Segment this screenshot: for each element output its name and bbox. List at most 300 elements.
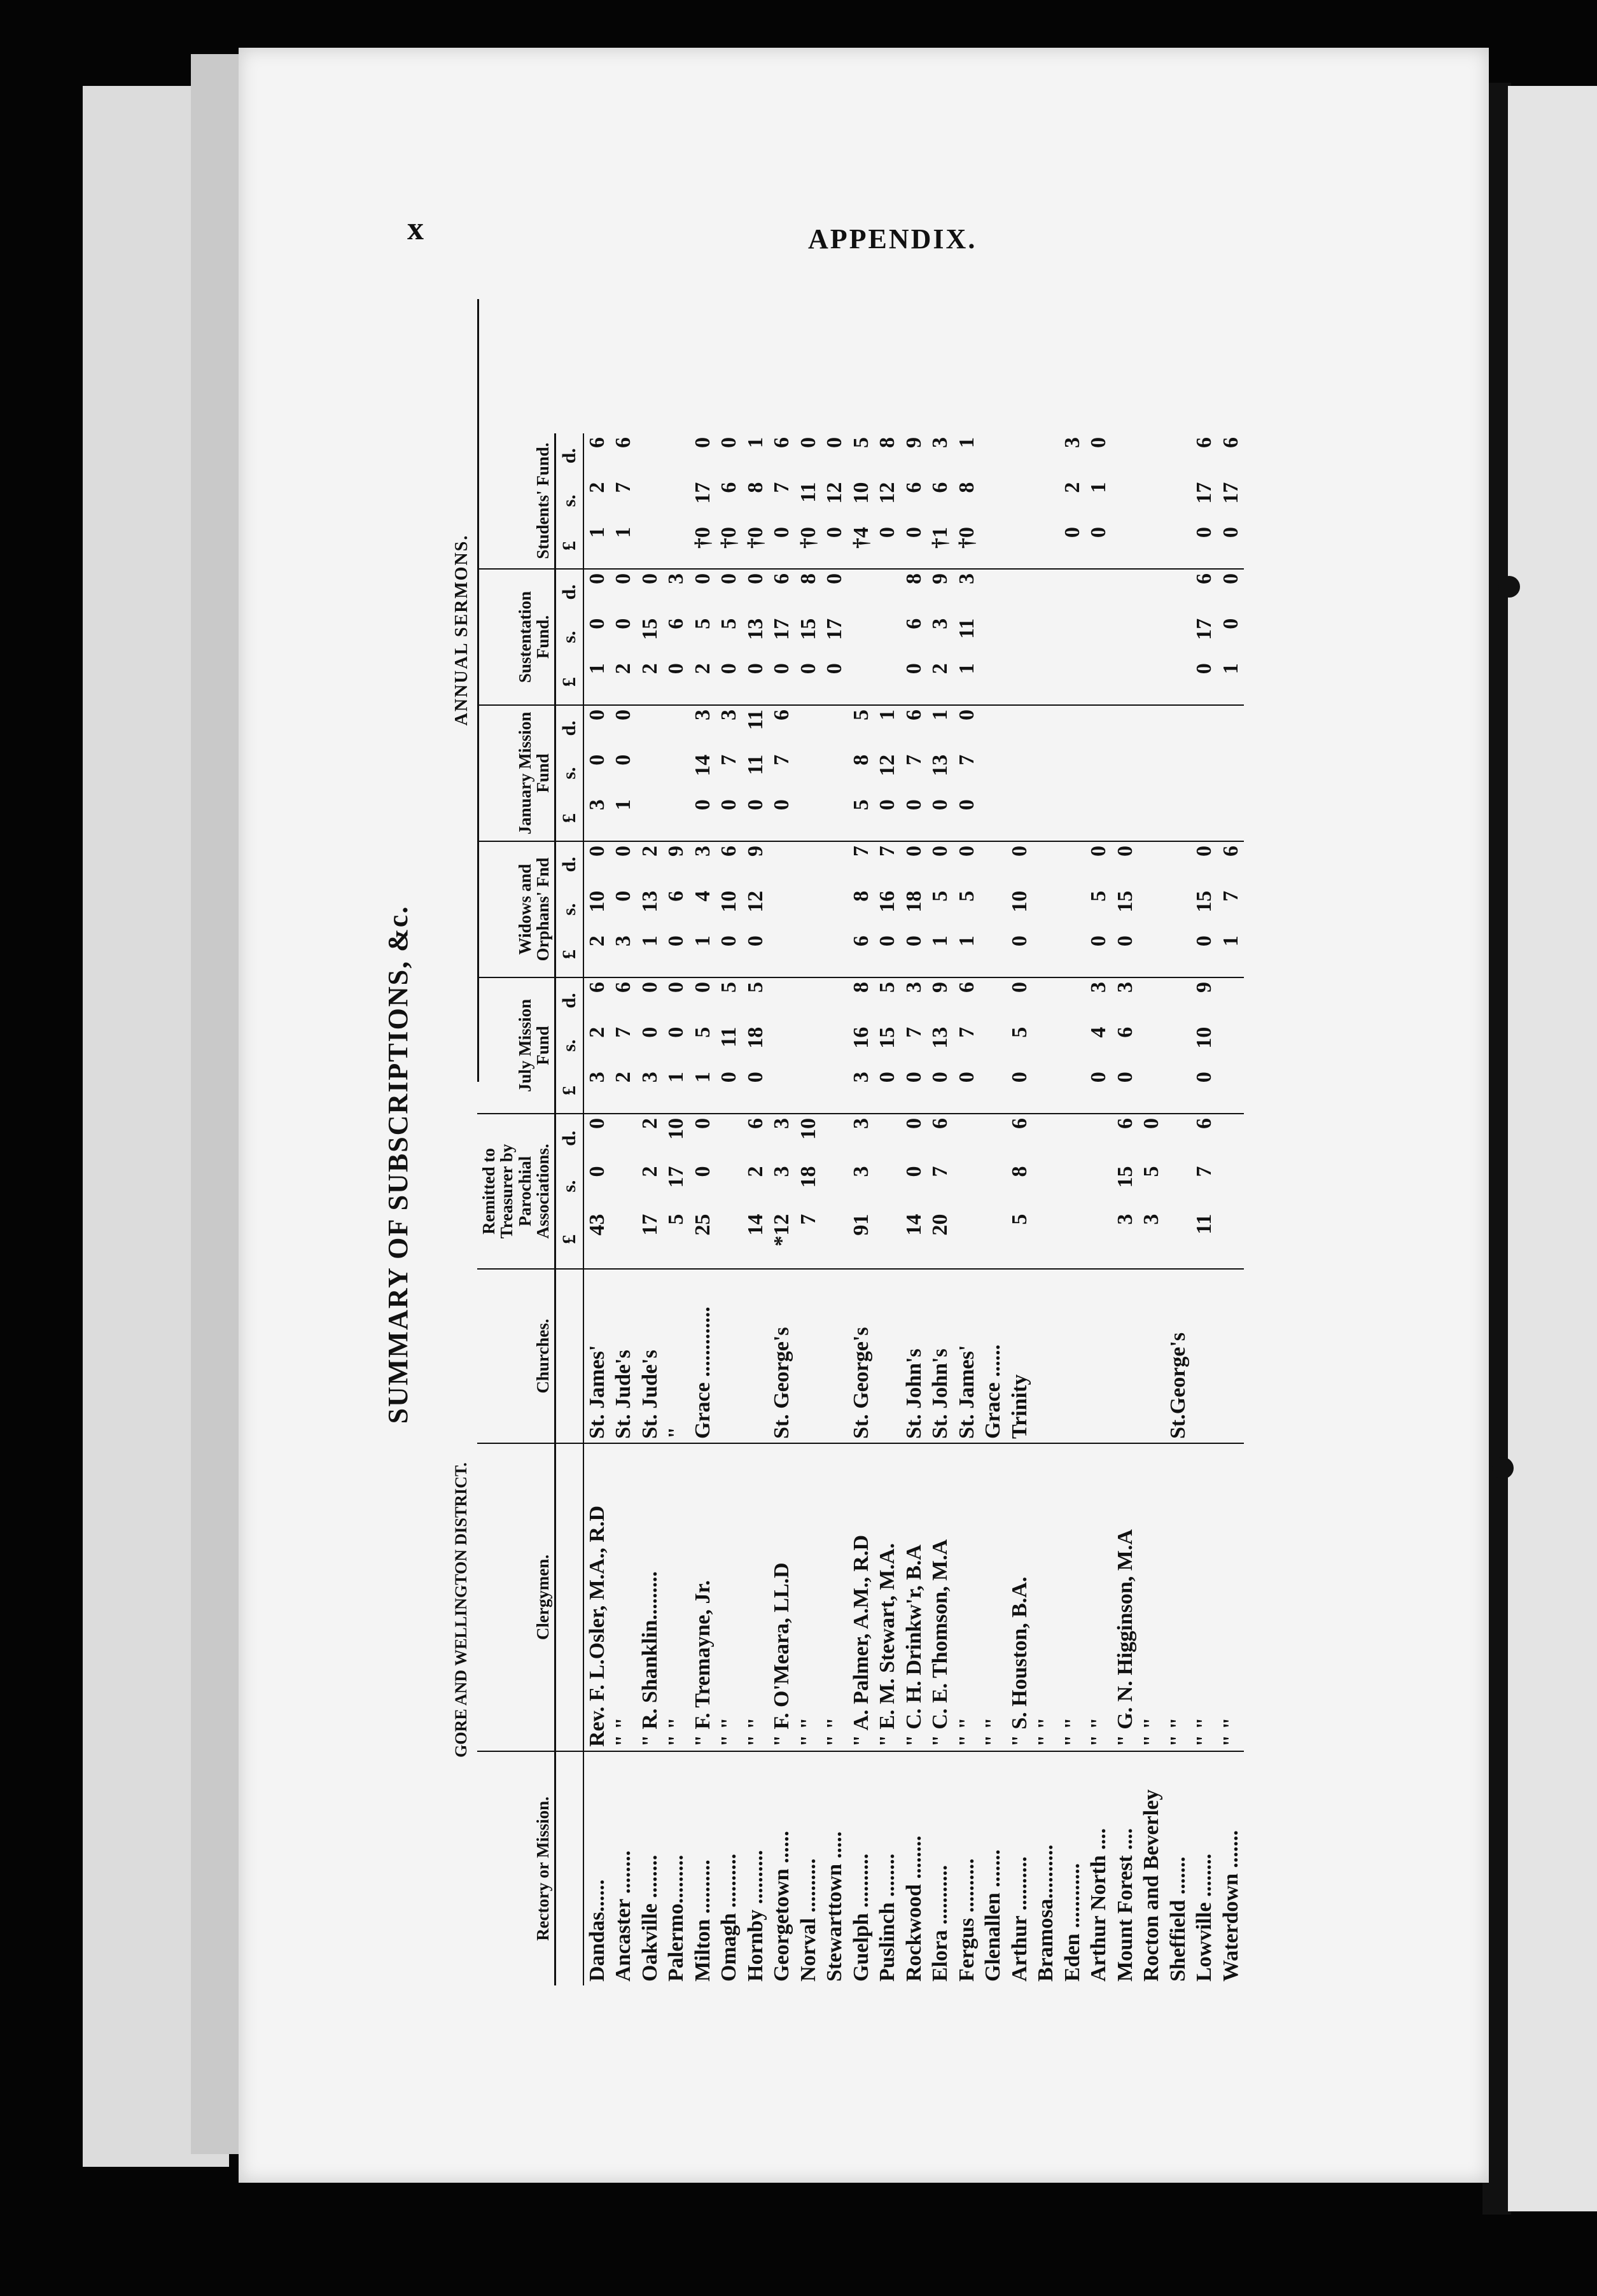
july-pence-cell: 8 xyxy=(849,982,873,993)
jan-pounds-cell: 1 xyxy=(610,795,637,841)
sust-pounds-cell: 2 xyxy=(927,659,954,705)
sust-pence-cell: 6 xyxy=(770,573,794,584)
table-row xyxy=(1112,433,1139,1985)
remit-pounds-cell: *12 xyxy=(769,1210,795,1269)
remit-pence-cell xyxy=(716,1114,743,1163)
church-cell xyxy=(1033,1269,1059,1443)
rectory-cell: Oakville ........ xyxy=(638,1854,662,1982)
widows-pence-cell xyxy=(769,841,795,887)
stud-pence-cell xyxy=(1033,433,1059,479)
widows-pounds-cell: 0 xyxy=(743,932,769,977)
clergyman-cell: " " xyxy=(1033,1443,1059,1751)
stud-shillings-cell: 1 xyxy=(1087,482,1111,493)
july-pence-cell: 5 xyxy=(717,982,741,993)
remit-pence-cell xyxy=(954,1114,980,1163)
jan-pence-cell xyxy=(1059,705,1086,751)
sust-pence-cell xyxy=(1165,569,1192,615)
july-shillings-cell: 15 xyxy=(875,1026,900,1049)
jan-shillings-cell: 7 xyxy=(954,754,979,766)
widows-pounds-cell: 1 xyxy=(1218,932,1245,977)
july-pence-cell: 5 xyxy=(875,982,900,993)
july-pence-cell: 0 xyxy=(690,982,715,993)
remit-shillings-cell xyxy=(954,1163,980,1210)
remit-pounds-cell: 14 xyxy=(743,1210,769,1269)
widows-pence-cell xyxy=(795,841,822,887)
sust-pounds-cell: 0 xyxy=(795,659,822,705)
stud-shillings-cell: 6 xyxy=(902,482,926,493)
stud-pence-cell xyxy=(1007,433,1033,479)
remit-shillings-cell: 3 xyxy=(770,1166,794,1177)
july-pounds-cell: 0 xyxy=(716,1068,743,1114)
remit-pounds-cell: 11 xyxy=(1191,1210,1218,1269)
widows-shillings-cell: 12 xyxy=(743,890,767,913)
jan-pence-cell: 0 xyxy=(611,710,636,720)
july-pence-cell: 3 xyxy=(1087,982,1111,993)
jan-shillings-cell: 12 xyxy=(875,754,900,776)
widows-pounds-cell: 0 xyxy=(1085,932,1112,977)
jan-pence-cell: 6 xyxy=(902,710,926,720)
stud-pounds-cell xyxy=(1033,523,1059,569)
remit-pounds-cell xyxy=(1218,1210,1245,1269)
remit-pence-cell xyxy=(1085,1114,1112,1163)
jan-pounds-cell: 0 xyxy=(716,795,743,841)
sust-shillings-cell: 5 xyxy=(690,618,715,629)
remit-pounds-cell xyxy=(1165,1210,1192,1269)
widows-pounds-cell xyxy=(1059,932,1086,977)
july-pounds-cell xyxy=(1138,1068,1165,1114)
widows-pounds-cell: 1 xyxy=(637,932,664,977)
stud-pence-cell xyxy=(637,433,664,479)
widows-pounds-cell xyxy=(795,932,822,977)
remit-shillings-cell xyxy=(1218,1163,1245,1210)
widows-shillings-cell: 5 xyxy=(954,890,979,902)
unit-pounds: £ xyxy=(555,795,583,841)
unit-shillings: s. xyxy=(555,887,583,932)
sust-shillings-cell: 17 xyxy=(770,618,794,640)
remit-shillings-cell: 15 xyxy=(1113,1166,1137,1188)
jan-shillings-cell xyxy=(1138,751,1165,795)
jan-pence-cell xyxy=(1085,705,1112,751)
jan-pence-cell xyxy=(1138,705,1165,751)
july-shillings-cell xyxy=(1033,1023,1059,1068)
widows-shillings-cell: 15 xyxy=(1192,890,1217,913)
clergyman-cell: " G. N. Higginson, M.A xyxy=(1112,1443,1139,1751)
remit-pounds-cell: 91 xyxy=(848,1210,875,1269)
jan-pounds-cell: 0 xyxy=(874,795,901,841)
widows-pounds-cell: 0 xyxy=(716,932,743,977)
clergyman-cell: " " xyxy=(1191,1443,1218,1751)
jan-pounds-cell xyxy=(1165,795,1192,841)
sust-shillings-cell: 17 xyxy=(823,618,847,640)
church-cell: St. Jude's xyxy=(610,1269,637,1443)
sust-pounds-cell xyxy=(874,659,901,705)
stud-shillings-cell: 10 xyxy=(849,482,873,504)
sust-shillings-cell xyxy=(1033,615,1059,659)
table-row xyxy=(583,433,611,1985)
clergyman-cell: " F. O'Meara, LL.D xyxy=(769,1443,795,1751)
jan-shillings-cell xyxy=(1191,751,1218,795)
sust-pounds-cell: 2 xyxy=(690,659,716,705)
july-pounds-cell: 3 xyxy=(848,1068,875,1114)
sust-pounds-cell xyxy=(1007,659,1033,705)
rectory-cell: Mount Forest .... xyxy=(1113,1828,1137,1982)
remit-pounds-cell xyxy=(610,1210,637,1269)
july-pounds-cell: 1 xyxy=(690,1068,716,1114)
jan-pence-cell xyxy=(1218,705,1245,751)
widows-shillings-cell: 8 xyxy=(849,890,873,902)
stud-pence-cell xyxy=(980,433,1007,479)
widows-pence-cell xyxy=(980,841,1007,887)
jan-shillings-cell: 0 xyxy=(585,754,609,766)
stud-pence-cell: 5 xyxy=(849,437,873,448)
jan-pounds-cell xyxy=(795,795,822,841)
table-row xyxy=(1191,433,1218,1985)
rectory-cell: Eden ............ xyxy=(1060,1863,1084,1982)
sust-pence-cell: 0 xyxy=(690,573,715,584)
rectory-cell: Bramosa.......... xyxy=(1034,1844,1058,1982)
july-shillings-cell xyxy=(1218,1023,1245,1068)
jan-pence-cell: 6 xyxy=(770,710,794,720)
clergyman-cell: " " xyxy=(716,1443,743,1751)
rectory-cell: Norval .......... xyxy=(796,1858,820,1982)
sust-pence-cell: 0 xyxy=(585,573,609,584)
clergyman-cell: " C. E. Thomson, M.A xyxy=(927,1443,954,1751)
sust-shillings-cell xyxy=(1007,615,1033,659)
sust-shillings-cell xyxy=(874,615,901,659)
church-cell: St.George's xyxy=(1165,1269,1192,1443)
col-rectory: Rectory or Mission. xyxy=(477,1751,555,1985)
widows-shillings-cell: 15 xyxy=(1113,890,1137,913)
widows-pounds-cell xyxy=(1138,932,1165,977)
widows-shillings-cell: 10 xyxy=(585,890,609,913)
sust-pounds-cell xyxy=(980,659,1007,705)
july-shillings-cell: 4 xyxy=(1087,1026,1111,1038)
stud-shillings-cell: 6 xyxy=(928,482,952,493)
rectory-cell: Omagh .......... xyxy=(717,1853,741,1982)
table-row xyxy=(637,433,664,1985)
july-pounds-cell: 0 xyxy=(1191,1068,1218,1114)
jan-shillings-cell xyxy=(1112,751,1139,795)
rectory-cell: Elora ........... xyxy=(928,1865,952,1982)
july-pounds-cell xyxy=(769,1068,795,1114)
clergyman-cell: " " xyxy=(980,1443,1007,1751)
church-cell: Trinity xyxy=(1007,1269,1033,1443)
church-cell: Grace ............. xyxy=(690,1269,716,1443)
table-row xyxy=(690,433,716,1985)
july-pounds-cell: 0 xyxy=(927,1068,954,1114)
church-cell xyxy=(1191,1269,1218,1443)
unit-pence: d. xyxy=(555,1114,583,1163)
remit-shillings-cell: 0 xyxy=(690,1166,715,1177)
july-pence-cell xyxy=(1218,977,1245,1023)
stud-shillings-cell: 12 xyxy=(875,482,900,504)
stud-shillings-cell: 12 xyxy=(823,482,847,504)
remit-shillings-cell xyxy=(1085,1163,1112,1210)
rectory-cell: Arthur .......... xyxy=(1007,1856,1031,1982)
jan-pence-cell xyxy=(1191,705,1218,751)
widows-shillings-cell: 10 xyxy=(1007,890,1031,913)
widows-pence-cell: 0 xyxy=(1113,846,1137,857)
table-row xyxy=(980,433,1007,1985)
stud-pounds-cell: 1 xyxy=(610,523,637,569)
unit-pence: d. xyxy=(555,977,583,1023)
stud-shillings-cell: 6 xyxy=(717,482,741,493)
rectory-cell: Stewarttown ..... xyxy=(823,1831,847,1982)
widows-pence-cell: 0 xyxy=(902,846,926,857)
remit-pence-cell xyxy=(1218,1114,1245,1163)
july-shillings-cell: 7 xyxy=(611,1026,636,1038)
stud-shillings-cell xyxy=(1165,479,1192,524)
widows-pounds-cell xyxy=(821,932,848,977)
stud-pounds-cell: 0 xyxy=(1085,523,1112,569)
page-edge-stack xyxy=(191,54,242,2154)
table-row xyxy=(874,433,901,1985)
july-pence-cell: 0 xyxy=(664,982,688,993)
widows-shillings-cell xyxy=(821,887,848,932)
july-pence-cell: 0 xyxy=(638,982,662,993)
july-shillings-cell xyxy=(795,1023,822,1068)
remit-shillings-cell: 7 xyxy=(928,1166,952,1177)
jan-pence-cell xyxy=(1007,705,1033,751)
widows-shillings-cell xyxy=(1165,887,1192,932)
july-pence-cell: 9 xyxy=(928,982,952,993)
unit-pounds: £ xyxy=(555,523,583,569)
church-cell: St. George's xyxy=(769,1269,795,1443)
jan-shillings-cell: 11 xyxy=(743,754,767,775)
jan-pence-cell xyxy=(821,705,848,751)
sust-shillings-cell xyxy=(1138,615,1165,659)
july-pence-cell xyxy=(1033,977,1059,1023)
remit-pence-cell xyxy=(980,1114,1007,1163)
jan-pence-cell: 3 xyxy=(690,710,715,720)
jan-shillings-cell xyxy=(663,751,690,795)
unit-shillings: s. xyxy=(555,1163,583,1210)
clergyman-cell: " F. Tremayne, Jr. xyxy=(690,1443,716,1751)
widows-pounds-cell: 6 xyxy=(848,932,875,977)
remit-pounds-cell: 3 xyxy=(1138,1210,1165,1269)
jan-pence-cell: 0 xyxy=(954,710,979,720)
clergyman-cell: " " xyxy=(1165,1443,1192,1751)
sust-pence-cell xyxy=(1085,569,1112,615)
sust-pounds-cell xyxy=(1059,659,1086,705)
july-pence-cell: 0 xyxy=(1007,982,1031,993)
sust-pence-cell xyxy=(1059,569,1086,615)
table-row xyxy=(716,433,743,1985)
sust-shillings-cell xyxy=(1059,615,1086,659)
july-pounds-cell: 0 xyxy=(874,1068,901,1114)
remit-pounds-cell xyxy=(1085,1210,1112,1269)
jan-pence-cell: 1 xyxy=(875,710,900,720)
july-shillings-cell: 7 xyxy=(954,1026,979,1038)
sust-shillings-cell: 17 xyxy=(1192,618,1217,640)
widows-pence-cell xyxy=(821,841,848,887)
july-pounds-cell xyxy=(980,1068,1007,1114)
remit-shillings-cell xyxy=(821,1163,848,1210)
stud-pounds-cell xyxy=(637,523,664,569)
sust-shillings-cell xyxy=(1165,615,1192,659)
remit-pounds-cell: 25 xyxy=(690,1210,716,1269)
july-pounds-cell xyxy=(1059,1068,1086,1114)
sust-pence-cell: 6 xyxy=(1192,573,1217,584)
widows-shillings-cell: 7 xyxy=(1218,890,1243,902)
widows-pounds-cell: 1 xyxy=(690,932,716,977)
remit-pence-cell xyxy=(1033,1114,1059,1163)
jan-shillings-cell xyxy=(1165,751,1192,795)
sust-pounds-cell: 0 xyxy=(743,659,769,705)
sust-shillings-cell xyxy=(1085,615,1112,659)
rotated-content xyxy=(382,280,1425,1998)
stud-pence-cell xyxy=(663,433,690,479)
july-shillings-cell: 2 xyxy=(585,1026,609,1038)
stud-shillings-cell xyxy=(1007,479,1033,524)
sust-shillings-cell: 15 xyxy=(796,618,820,640)
remit-shillings-cell: 2 xyxy=(638,1166,662,1177)
jan-pence-cell: 0 xyxy=(585,710,609,720)
clergyman-cell: Rev. F. L.Osler, M.A., R.D xyxy=(583,1443,611,1751)
table-body xyxy=(583,433,1245,1985)
sust-pence-cell xyxy=(1033,569,1059,615)
july-pounds-cell xyxy=(1033,1068,1059,1114)
stud-pence-cell: 6 xyxy=(1218,437,1243,448)
rectory-cell: Rockwood ........ xyxy=(902,1835,926,1982)
stud-pounds-cell: †0 xyxy=(743,523,769,569)
col-july: July Mission Fund xyxy=(477,977,555,1114)
church-cell xyxy=(795,1269,822,1443)
church-cell xyxy=(821,1269,848,1443)
sust-pence-cell xyxy=(1112,569,1139,615)
jan-pence-cell: 3 xyxy=(717,710,741,720)
widows-pence-cell: 0 xyxy=(1087,846,1111,857)
table-row xyxy=(901,433,928,1985)
jan-pounds-cell xyxy=(637,795,664,841)
sust-pence-cell: 0 xyxy=(823,573,847,584)
jan-pounds-cell: 0 xyxy=(769,795,795,841)
sust-shillings-cell xyxy=(1112,615,1139,659)
rectory-cell: Milton .......... xyxy=(690,1859,715,1982)
stud-pounds-cell: 0 xyxy=(1218,523,1245,569)
col-clergymen: Clergymen. xyxy=(477,1443,555,1751)
unit-pence: d. xyxy=(555,433,583,479)
july-shillings-cell: 0 xyxy=(664,1026,688,1038)
stud-shillings-cell: 17 xyxy=(690,482,715,504)
remit-pence-cell: 3 xyxy=(770,1118,794,1129)
sust-pounds-cell: 2 xyxy=(610,659,637,705)
rectory-cell: Arthur North .... xyxy=(1087,1828,1111,1982)
sust-pence-cell xyxy=(980,569,1007,615)
widows-pence-cell: 0 xyxy=(585,846,609,857)
jan-shillings-cell: 7 xyxy=(770,754,794,766)
sust-pence-cell: 0 xyxy=(717,573,741,584)
jan-shillings-cell xyxy=(821,751,848,795)
july-pence-cell: 6 xyxy=(585,982,609,993)
july-pounds-cell: 3 xyxy=(583,1068,611,1114)
july-pence-cell: 9 xyxy=(1192,982,1217,993)
widows-pence-cell: 0 xyxy=(954,846,979,857)
remit-pounds-cell xyxy=(980,1210,1007,1269)
col-widows: Widows and Orphans' Fnd xyxy=(477,841,555,977)
remit-shillings-cell: 3 xyxy=(849,1166,873,1177)
table-row xyxy=(663,433,690,1985)
widows-pence-cell: 0 xyxy=(1007,846,1031,857)
sust-shillings-cell xyxy=(980,615,1007,659)
sust-pence-cell: 0 xyxy=(1218,573,1243,584)
table-row xyxy=(610,433,637,1985)
church-cell xyxy=(1112,1269,1139,1443)
table-row xyxy=(743,433,769,1985)
jan-pence-cell: 1 xyxy=(928,710,952,720)
july-pence-cell xyxy=(821,977,848,1023)
stud-pounds-cell: 1 xyxy=(583,523,611,569)
july-pence-cell xyxy=(1059,977,1086,1023)
widows-shillings-cell xyxy=(1059,887,1086,932)
clergyman-cell: " " xyxy=(1059,1443,1086,1751)
stud-pence-cell xyxy=(1165,433,1192,479)
remit-pounds-cell: 14 xyxy=(901,1210,928,1269)
jan-shillings-cell xyxy=(795,751,822,795)
clergyman-cell: " E. M. Stewart, M.A. xyxy=(874,1443,901,1751)
widows-pence-cell: 3 xyxy=(690,846,715,857)
remit-pounds-cell xyxy=(1033,1210,1059,1269)
church-cell: St. Jude's xyxy=(637,1269,664,1443)
church-cell: St. John's xyxy=(901,1269,928,1443)
remit-pounds-cell: 20 xyxy=(927,1210,954,1269)
remit-pounds-cell xyxy=(954,1210,980,1269)
july-shillings-cell: 18 xyxy=(743,1026,767,1049)
stud-pounds-cell: 0 xyxy=(874,523,901,569)
sust-pence-cell: 8 xyxy=(902,573,926,584)
widows-shillings-cell xyxy=(769,887,795,932)
widows-pence-cell xyxy=(1165,841,1192,887)
widows-shillings-cell: 5 xyxy=(928,890,952,902)
widows-shillings-cell xyxy=(1138,887,1165,932)
sust-shillings-cell: 6 xyxy=(664,618,688,629)
rectory-cell: Palermo......... xyxy=(664,1854,688,1982)
stud-pence-cell xyxy=(1138,433,1165,479)
stud-shillings-cell: 7 xyxy=(611,482,636,493)
jan-pounds-cell: 0 xyxy=(901,795,928,841)
remit-pounds-cell xyxy=(1059,1210,1086,1269)
widows-pence-cell xyxy=(1059,841,1086,887)
sust-pounds-cell: 1 xyxy=(1218,659,1245,705)
stud-shillings-cell: 8 xyxy=(954,482,979,493)
annual-sermons-heading: ANNUAL SERMONS. xyxy=(452,534,471,726)
clergyman-cell: " " xyxy=(743,1443,769,1751)
widows-pounds-cell xyxy=(980,932,1007,977)
widows-pounds-cell xyxy=(1165,932,1192,977)
widows-shillings-cell: 10 xyxy=(717,890,741,913)
stud-pence-cell xyxy=(1112,433,1139,479)
church-cell xyxy=(1218,1269,1245,1443)
church-cell xyxy=(743,1269,769,1443)
sust-pence-cell: 0 xyxy=(638,573,662,584)
widows-pence-cell: 6 xyxy=(1218,846,1243,857)
jan-pounds-cell: 0 xyxy=(954,795,980,841)
col-students: Students' Fund. xyxy=(477,433,555,569)
sust-shillings-cell: 0 xyxy=(585,618,609,629)
sust-pounds-cell: 0 xyxy=(1191,659,1218,705)
july-pence-cell: 3 xyxy=(902,982,926,993)
widows-pounds-cell: 0 xyxy=(1191,932,1218,977)
rectory-cell: Dandas...... xyxy=(585,1879,609,1982)
remit-pence-cell: 6 xyxy=(928,1118,952,1129)
column-header-row xyxy=(477,433,555,1985)
widows-pounds-cell: 2 xyxy=(583,932,611,977)
table-row xyxy=(1165,433,1192,1985)
unit-pence: d. xyxy=(555,705,583,751)
table-row xyxy=(769,433,795,1985)
widows-pence-cell: 7 xyxy=(875,846,900,857)
july-pounds-cell: 2 xyxy=(610,1068,637,1114)
